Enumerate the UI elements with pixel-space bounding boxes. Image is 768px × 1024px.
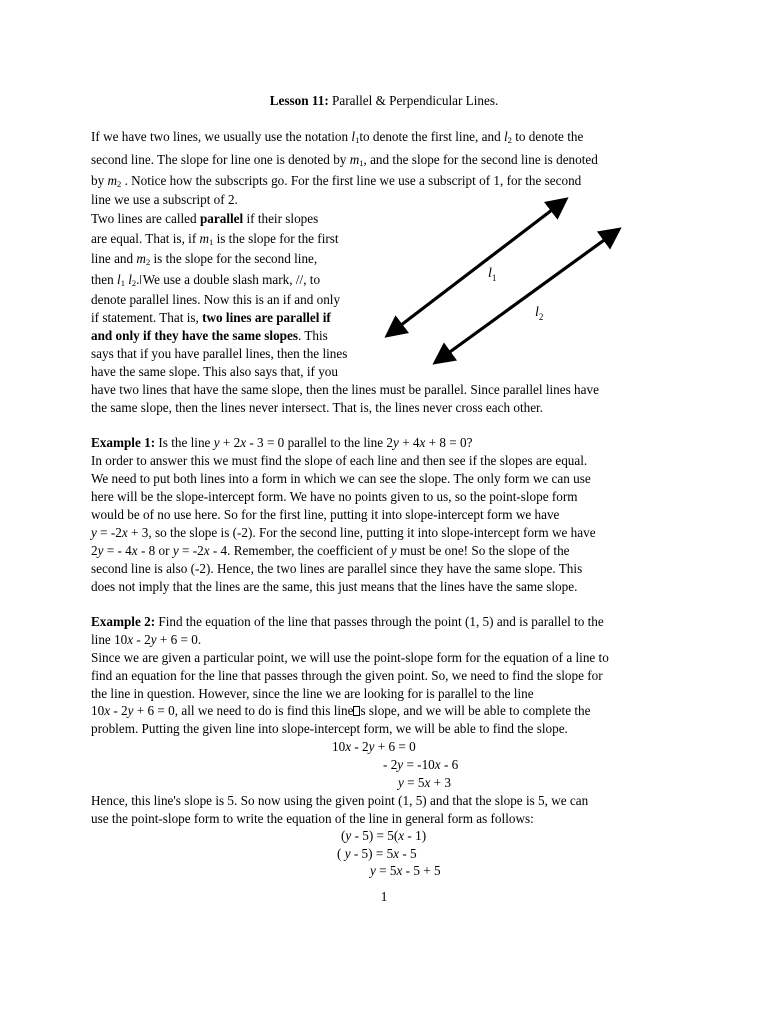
equation-6: y = 5x - 5 + 5 [370, 863, 441, 878]
parallel-line-11: the same slope, then the lines never intersect. That is, the lines never cross each other. [91, 400, 544, 415]
intro-line-3: by $m_2$ . Notice how the subscripts go. For the first line we use a subscript of 1, for the second [91, 173, 582, 189]
parallel-lines-figure [378, 190, 638, 370]
example2-line-4: 10x - 2y + 6 = 0, all we need to do is find this line s slope, and we will be able to complete the [91, 703, 591, 718]
example2-line-1: Since we are given a particular point, we will use the point-slope form for the equation of a line to [91, 650, 609, 665]
example2-line-7: use the point-slope form to write the equation of the line in general form as follows: [91, 811, 534, 826]
parallel-line-5: denote parallel lines. Now this is an if and only [91, 292, 341, 307]
line-l2 [436, 230, 618, 362]
lesson-topic: Parallel & Perpendicular Lines. [328, 93, 499, 108]
example2-line-2: find an equation for the line that passes through the given point. So, we need to find the slope for [91, 668, 603, 683]
parallel-line-6: if statement. That is, two lines are parallel if [91, 310, 331, 325]
parallel-line-2: are equal. That is, if $m_1$ is the slope for the first [91, 231, 339, 247]
parallel-line-1: Two lines are called parallel if their slopes [91, 211, 319, 226]
intro-line-2: second line. The slope for line one is denoted by $m_1$, and the slope for the second line is denoted [91, 152, 598, 168]
parallel-line-8: says that if you have parallel lines, then the lines [91, 346, 348, 361]
example2-line-5: problem. Putting the given line into slope-intercept form, we will be able to find the slope. [91, 721, 568, 736]
parallel-line-3: line and $m_2$ is the slope for the second line, [91, 251, 318, 267]
parallel-line-10: have two lines that have the same slope, then the lines must be parallel. Since parallel lines have [91, 382, 599, 397]
example2-line-6: Hence, this line's slope is 5. So now using the given point (1, 5) and that the slope is 5, we can [91, 793, 589, 808]
label-l2: $l_2$ [535, 305, 544, 322]
example1-line-2: We need to put both lines into a form in which we can see the slope. The only form we can use [91, 471, 591, 486]
equation-1: 10x - 2y + 6 = 0 [332, 739, 416, 754]
example1-line-5: y = -2x + 3, so the slope is (-2). For the second line, putting it into slope-intercept form we have [91, 525, 596, 540]
example1-line-3: here will be the slope-intercept form. We have no points given to us, so the point-slope form [91, 489, 578, 504]
intro-line-1: If we have two lines, we usually use the notation $l_1to$ denote the first line, and $l_2$ to denote the [91, 129, 584, 145]
lesson-number: Lesson 11: [269, 93, 329, 108]
parallel-line-4: then $l_1$ $l_2$. We use a double slash mark, //, to [91, 272, 321, 288]
example2-heading-2: line 10x - 2y + 6 = 0. [91, 632, 202, 647]
page-number: 1 [380, 889, 388, 904]
example1-heading: Example 1: Is the line y + 2x - 3 = 0 parallel to the line 2y + 4x + 8 = 0? [91, 435, 473, 450]
lesson-title [0, 92, 768, 110]
example1-line-4: would be of no use here. So for the first line, putting it into slope-intercept form we have [91, 507, 560, 522]
example2-line-3: the line in question. However, since the line we are looking for is parallel to the line [91, 686, 534, 701]
parallel-line-9: have the same slope. This also says that, if you [91, 364, 338, 379]
intro-line-4: line we use a subscript of 2. [91, 192, 238, 207]
example1-line-7: second line is also (-2). Hence, the two lines are parallel since they have the same slope. This [91, 561, 583, 576]
example2-heading: Example 2: Find the equation of the line that passes through the point (1, 5) and is parallel to the [91, 614, 604, 629]
example1-line-8: does not imply that the lines are the same, this just means that the lines have the same slope. [91, 579, 578, 594]
example1-line-6: 2y = - 4x - 8 or y = -2x - 4. Remember, the coefficient of y must be one! So the slope of the [91, 543, 570, 558]
equation-5: ( y - 5) = 5x - 5 [337, 846, 417, 861]
equation-3: y = 5x + 3 [398, 775, 451, 790]
label-l1: $l_1$ [488, 266, 497, 283]
equation-4: (y - 5) = 5(x - 1) [341, 828, 427, 843]
equation-2: - 2y = -10x - 6 [383, 757, 459, 772]
parallel-line-7: and only if they have the same slopes. This [91, 328, 328, 343]
example1-line-1: In order to answer this we must find the slope of each line and then see if the slopes are equal. [91, 453, 588, 468]
